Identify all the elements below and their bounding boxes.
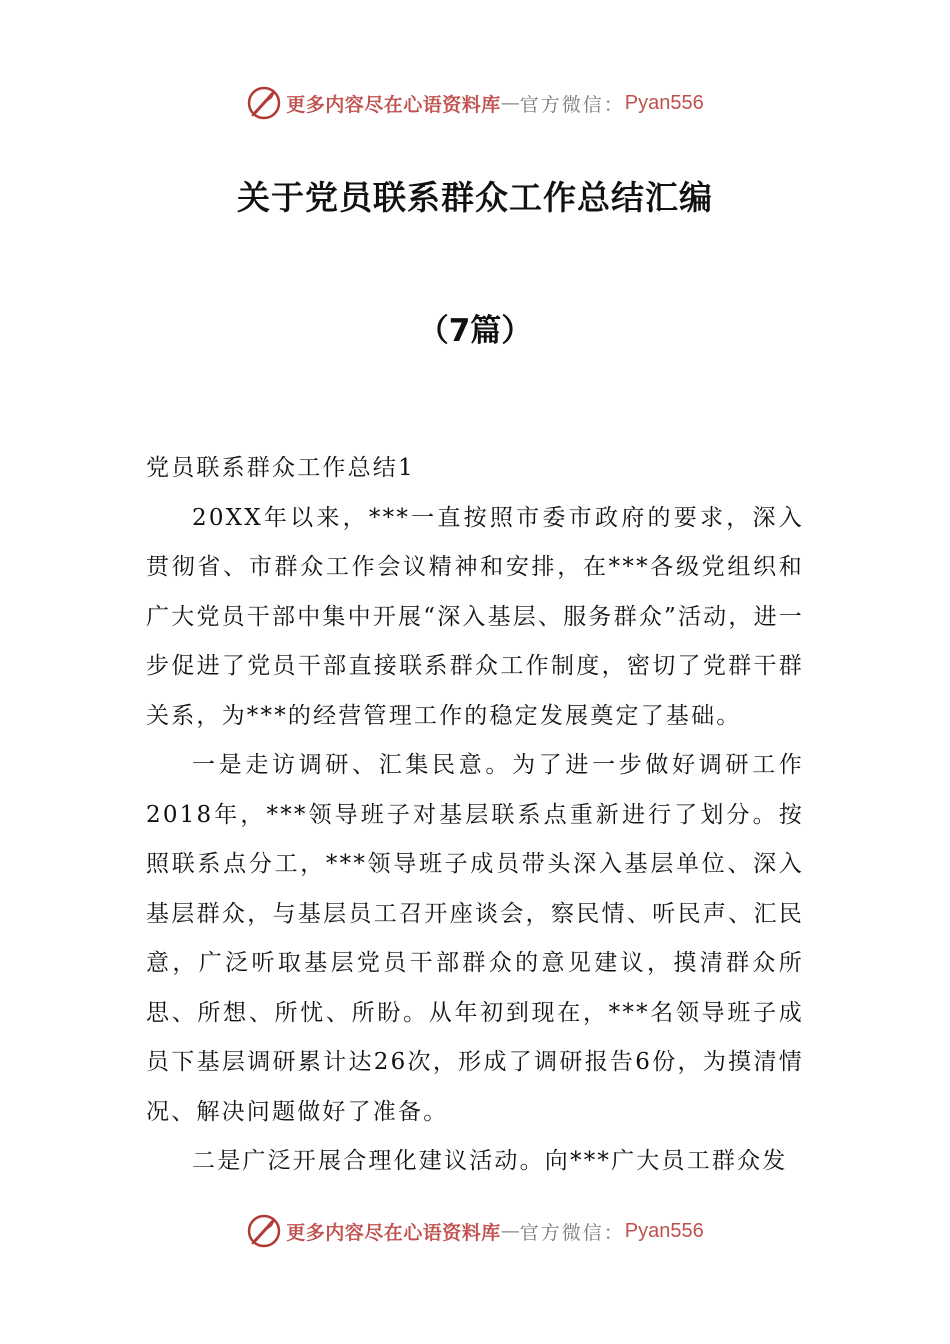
document-body	[146, 444, 804, 1187]
header-watermark	[0, 83, 950, 123]
watermark-label: 官方微信：	[519, 93, 625, 116]
watermark-wechat-id: Pyan556	[624, 1219, 704, 1242]
body-paragraph: 20XX年以来，***一直按照市委市政府的要求，深入贯彻省、市群众工作会议精神和安排，在***各级党组织和广大党员干部中集中开展“深入基层、服务群众”活动，进一步促进了党员干部直接联系群众工作制度，密切了党群干群关系，为***的经营管理工作的稳定发展奠定了基础。	[146, 504, 804, 729]
watermark-main-text: 更多内容尽在心语资料库	[286, 93, 501, 116]
watermark-wechat-id: Pyan556	[624, 91, 704, 114]
watermark-dash: —	[500, 92, 520, 114]
footer-watermark	[0, 1211, 950, 1251]
watermark-dash: —	[500, 1220, 520, 1242]
quill-pen-logo-icon	[246, 85, 282, 121]
document-title: 关于党员联系群众工作总结汇编	[237, 178, 713, 217]
section-heading: 党员联系群众工作总结1	[146, 455, 415, 481]
quill-pen-logo-icon	[246, 1213, 282, 1249]
body-paragraph: 一是走访调研、汇集民意。为了进一步做好调研工作2018年，***领导班子对基层联系点重新进行了划分。按照联系点分工，***领导班子成员带头深入基层单位、深入基层群众，与基层员工召开座谈会，察民情、听民声、汇民意，广泛听取基层党员干部群众的意见建议，摸清群众所思、所想、所忧、所盼。从年初到现在，***名领导班子成员下基层调研累计达26次，形成了调研报告6份，为摸清情况、解决问题做好了准备。	[146, 752, 804, 1125]
document-subtitle: （7篇）	[417, 313, 533, 349]
body-paragraph: 二是广泛开展合理化建议活动。向***广大员工群众发	[192, 1148, 788, 1174]
watermark-main-text: 更多内容尽在心语资料库	[286, 1221, 501, 1244]
watermark-label: 官方微信：	[519, 1221, 625, 1244]
